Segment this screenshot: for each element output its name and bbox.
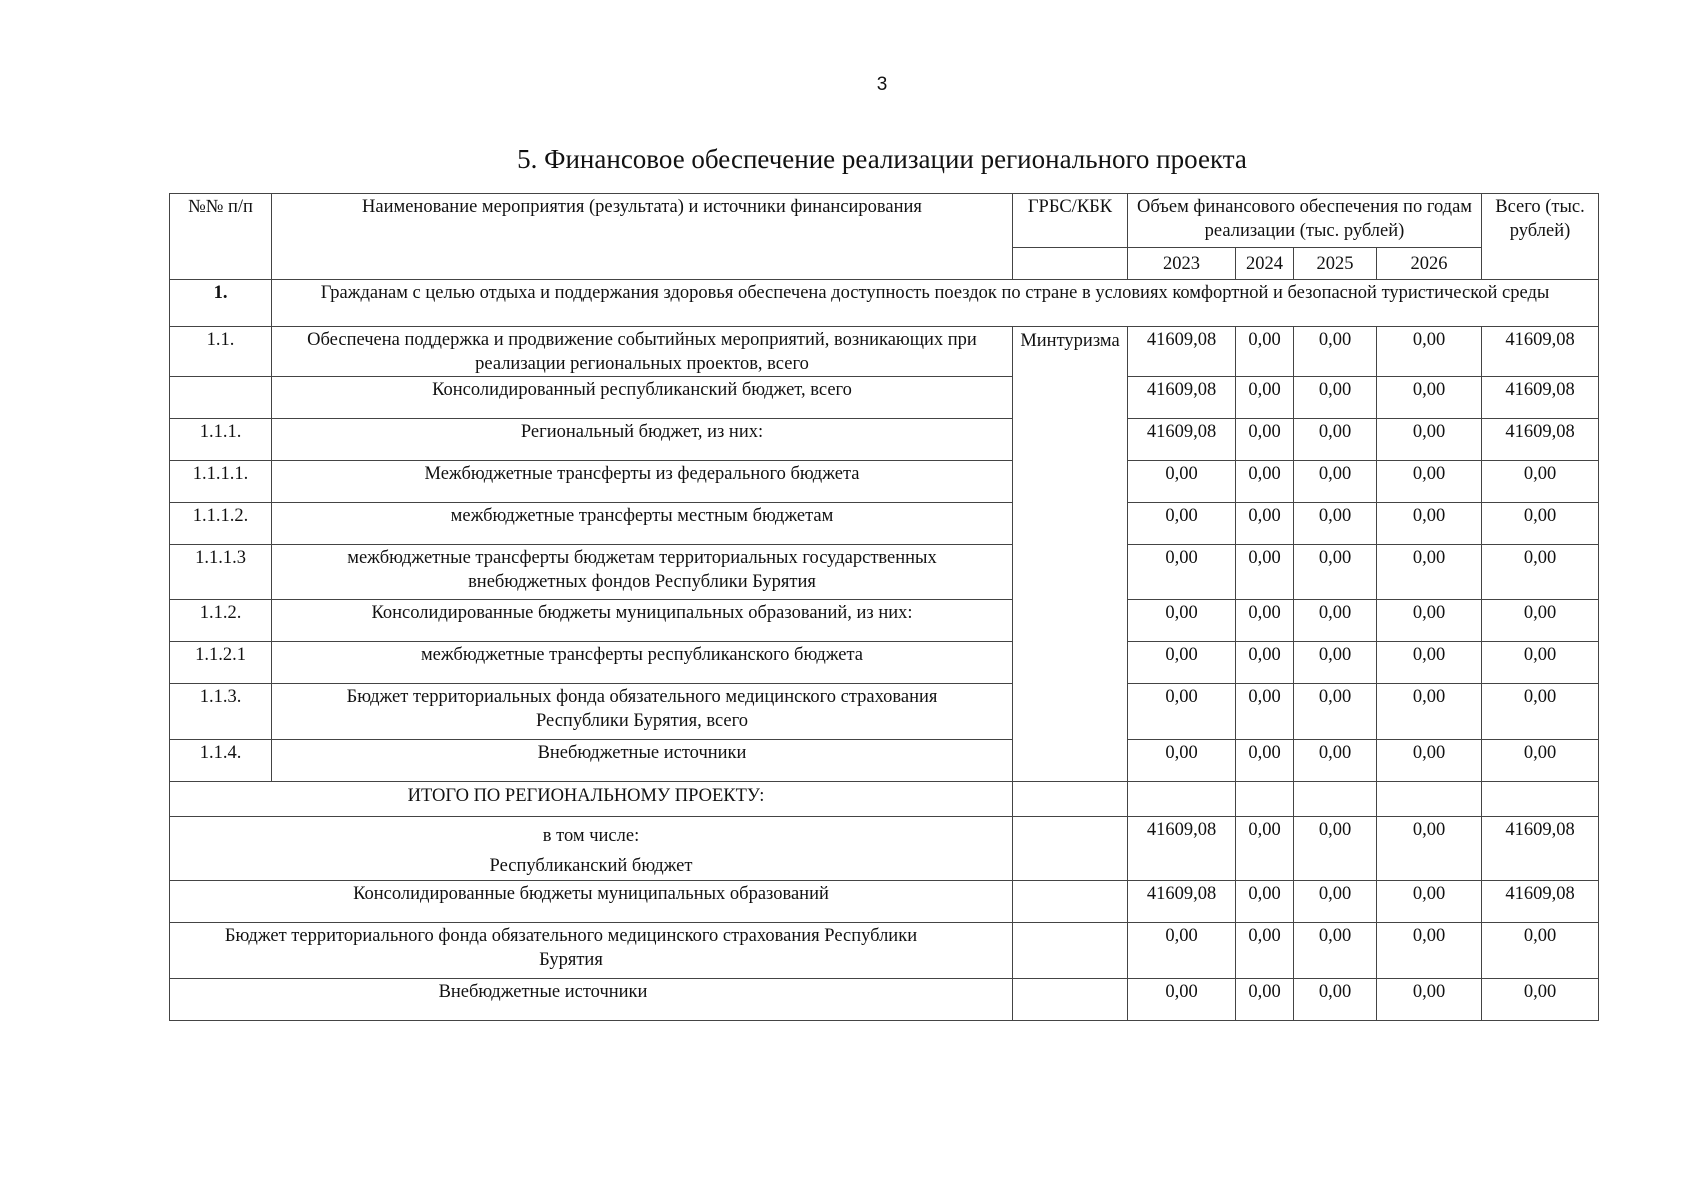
value-2024: 0,00 [1236, 503, 1294, 545]
value-2025: 0,00 [1294, 600, 1377, 642]
value-2026: 0,00 [1377, 979, 1482, 1021]
totals-heading-row [170, 782, 1599, 817]
value-total: 41609,08 [1482, 419, 1599, 461]
value-2024: 0,00 [1236, 740, 1294, 782]
row-num: 1.1.1. [170, 419, 272, 461]
totals-label: Внебюджетные источники [170, 979, 1013, 1021]
row-num: 1.1. [170, 327, 272, 377]
row-num: 1.1.4. [170, 740, 272, 782]
value-2023: 41609,08 [1128, 817, 1236, 881]
value-2025: 0,00 [1294, 740, 1377, 782]
header-row [170, 194, 1599, 248]
value-total: 0,00 [1482, 979, 1599, 1021]
value-2023: 0,00 [1128, 923, 1236, 979]
value-2024: 0,00 [1236, 923, 1294, 979]
value-2023: 0,00 [1128, 600, 1236, 642]
totals-row [170, 979, 1599, 1021]
value-total: 0,00 [1482, 600, 1599, 642]
grbs-cell: Минтуризма [1013, 327, 1128, 782]
table-row [170, 461, 1599, 503]
totals-blank [1482, 782, 1599, 817]
value-2023: 41609,08 [1128, 377, 1236, 419]
value-2025: 0,00 [1294, 684, 1377, 740]
value-2024: 0,00 [1236, 545, 1294, 600]
section-text: Гражданам с целью отдыха и поддержания здоровья обеспечена доступность поездок по стране в условиях комфортной и безопасной туристической среды [272, 280, 1599, 327]
section-num: 1. [170, 280, 272, 327]
row-name: Консолидированные бюджеты муниципальных образований, из них: [272, 600, 1013, 642]
value-total: 0,00 [1482, 923, 1599, 979]
value-2025: 0,00 [1294, 377, 1377, 419]
value-total: 0,00 [1482, 545, 1599, 600]
value-total: 0,00 [1482, 740, 1599, 782]
totals-row [170, 881, 1599, 923]
value-2026: 0,00 [1377, 817, 1482, 881]
totals-label: Консолидированные бюджеты муниципальных образований [170, 881, 1013, 923]
header-total: Всего (тыс. рублей) [1482, 194, 1599, 280]
value-2025: 0,00 [1294, 545, 1377, 600]
value-2026: 0,00 [1377, 923, 1482, 979]
header-year: 2024 [1236, 248, 1294, 280]
value-2025: 0,00 [1294, 881, 1377, 923]
value-2025: 0,00 [1294, 923, 1377, 979]
totals-blank [1377, 782, 1482, 817]
value-2026: 0,00 [1377, 642, 1482, 684]
value-total: 0,00 [1482, 642, 1599, 684]
header-year: 2026 [1377, 248, 1482, 280]
totals-grbs-blank [1013, 817, 1128, 881]
row-num: 1.1.1.3 [170, 545, 272, 600]
value-2023: 0,00 [1128, 461, 1236, 503]
value-2026: 0,00 [1377, 503, 1482, 545]
header-year: 2025 [1294, 248, 1377, 280]
header-year: 2023 [1128, 248, 1236, 280]
value-2026: 0,00 [1377, 600, 1482, 642]
value-2026: 0,00 [1377, 419, 1482, 461]
header-grbs-blank [1013, 248, 1128, 280]
row-name: Межбюджетные трансферты из федерального бюджета [272, 461, 1013, 503]
header-grbs: ГРБС/КБК [1013, 194, 1128, 248]
value-2024: 0,00 [1236, 600, 1294, 642]
table-row [170, 419, 1599, 461]
value-2025: 0,00 [1294, 419, 1377, 461]
table-row [170, 642, 1599, 684]
financing-table [169, 193, 1599, 1021]
value-2026: 0,00 [1377, 377, 1482, 419]
header-volume: Объем финансового обеспечения по годам реализации (тыс. рублей) [1128, 194, 1482, 248]
totals-blank [1236, 782, 1294, 817]
value-2024: 0,00 [1236, 642, 1294, 684]
totals-blank [1294, 782, 1377, 817]
value-2023: 0,00 [1128, 979, 1236, 1021]
row-name: межбюджетные трансферты бюджетам территориальных государственных внебюджетных фондов Республики Бурятия [272, 545, 1013, 600]
value-2024: 0,00 [1236, 684, 1294, 740]
value-2025: 0,00 [1294, 817, 1377, 881]
totals-grbs-blank [1013, 923, 1128, 979]
value-2026: 0,00 [1377, 327, 1482, 377]
table-row [170, 327, 1599, 377]
row-name: Бюджет территориальных фонда обязательного медицинского страхования Республики Бурятия, всего [272, 684, 1013, 740]
value-total: 0,00 [1482, 684, 1599, 740]
value-2023: 0,00 [1128, 545, 1236, 600]
value-2024: 0,00 [1236, 419, 1294, 461]
totals-row [170, 923, 1599, 979]
table-row [170, 503, 1599, 545]
row-name: Региональный бюджет, из них: [272, 419, 1013, 461]
totals-heading [170, 782, 1013, 817]
header-num: №№ п/п [170, 194, 272, 280]
row-num: 1.1.1.2. [170, 503, 272, 545]
table-row [170, 545, 1599, 600]
totals-label [170, 817, 1013, 881]
totals-heading-text: ИТОГО ПО РЕГИОНАЛЬНОМУ ПРОЕКТУ: [407, 786, 765, 806]
value-2024: 0,00 [1236, 979, 1294, 1021]
totals-blank [1128, 782, 1236, 817]
value-total: 41609,08 [1482, 881, 1599, 923]
section-row [170, 280, 1599, 327]
totals-grbs-blank [1013, 782, 1128, 817]
row-name: межбюджетные трансферты республиканского бюджета [272, 642, 1013, 684]
value-2024: 0,00 [1236, 817, 1294, 881]
value-2023: 41609,08 [1128, 419, 1236, 461]
row-name: Консолидированный республиканский бюджет, всего [272, 377, 1013, 419]
document-title: 5. Финансовое обеспечение реализации регионального проекта [517, 144, 1247, 174]
row-num: 1.1.2.1 [170, 642, 272, 684]
row-name: межбюджетные трансферты местным бюджетам [272, 503, 1013, 545]
totals-label-line1: в том числе: [542, 826, 640, 846]
value-2026: 0,00 [1377, 881, 1482, 923]
value-2025: 0,00 [1294, 642, 1377, 684]
row-num: 1.1.1.1. [170, 461, 272, 503]
value-2026: 0,00 [1377, 461, 1482, 503]
value-2024: 0,00 [1236, 461, 1294, 503]
value-2023: 0,00 [1128, 740, 1236, 782]
value-total: 41609,08 [1482, 817, 1599, 881]
table-row [170, 600, 1599, 642]
totals-grbs-blank [1013, 979, 1128, 1021]
value-2026: 0,00 [1377, 684, 1482, 740]
value-2026: 0,00 [1377, 740, 1482, 782]
row-name: Обеспечена поддержка и продвижение событийных мероприятий, возникающих при реализации региональных проектов, всего [272, 327, 1013, 377]
value-2023: 0,00 [1128, 684, 1236, 740]
value-2025: 0,00 [1294, 979, 1377, 1021]
totals-grbs-blank [1013, 881, 1128, 923]
value-2024: 0,00 [1236, 377, 1294, 419]
row-num [170, 377, 272, 419]
row-name: Внебюджетные источники [272, 740, 1013, 782]
value-2025: 0,00 [1294, 327, 1377, 377]
table-row [170, 740, 1599, 782]
totals-label: Бюджет территориального фонда обязательного медицинского страхования Республики Бурятия [170, 923, 1013, 979]
row-num: 1.1.3. [170, 684, 272, 740]
totals-label-line2: Республиканский бюджет [489, 856, 693, 876]
value-2023: 41609,08 [1128, 327, 1236, 377]
totals-row [170, 817, 1599, 881]
table-row [170, 684, 1599, 740]
table-row [170, 377, 1599, 419]
value-total: 41609,08 [1482, 327, 1599, 377]
value-total: 41609,08 [1482, 377, 1599, 419]
value-2024: 0,00 [1236, 327, 1294, 377]
row-num: 1.1.2. [170, 600, 272, 642]
value-2026: 0,00 [1377, 545, 1482, 600]
header-name: Наименование мероприятия (результата) и источники финансирования [272, 194, 1013, 280]
page-number: 3 [876, 74, 888, 95]
value-2024: 0,00 [1236, 881, 1294, 923]
value-2023: 0,00 [1128, 642, 1236, 684]
value-2025: 0,00 [1294, 461, 1377, 503]
value-2023: 41609,08 [1128, 881, 1236, 923]
value-2025: 0,00 [1294, 503, 1377, 545]
value-total: 0,00 [1482, 503, 1599, 545]
value-total: 0,00 [1482, 461, 1599, 503]
value-2023: 0,00 [1128, 503, 1236, 545]
